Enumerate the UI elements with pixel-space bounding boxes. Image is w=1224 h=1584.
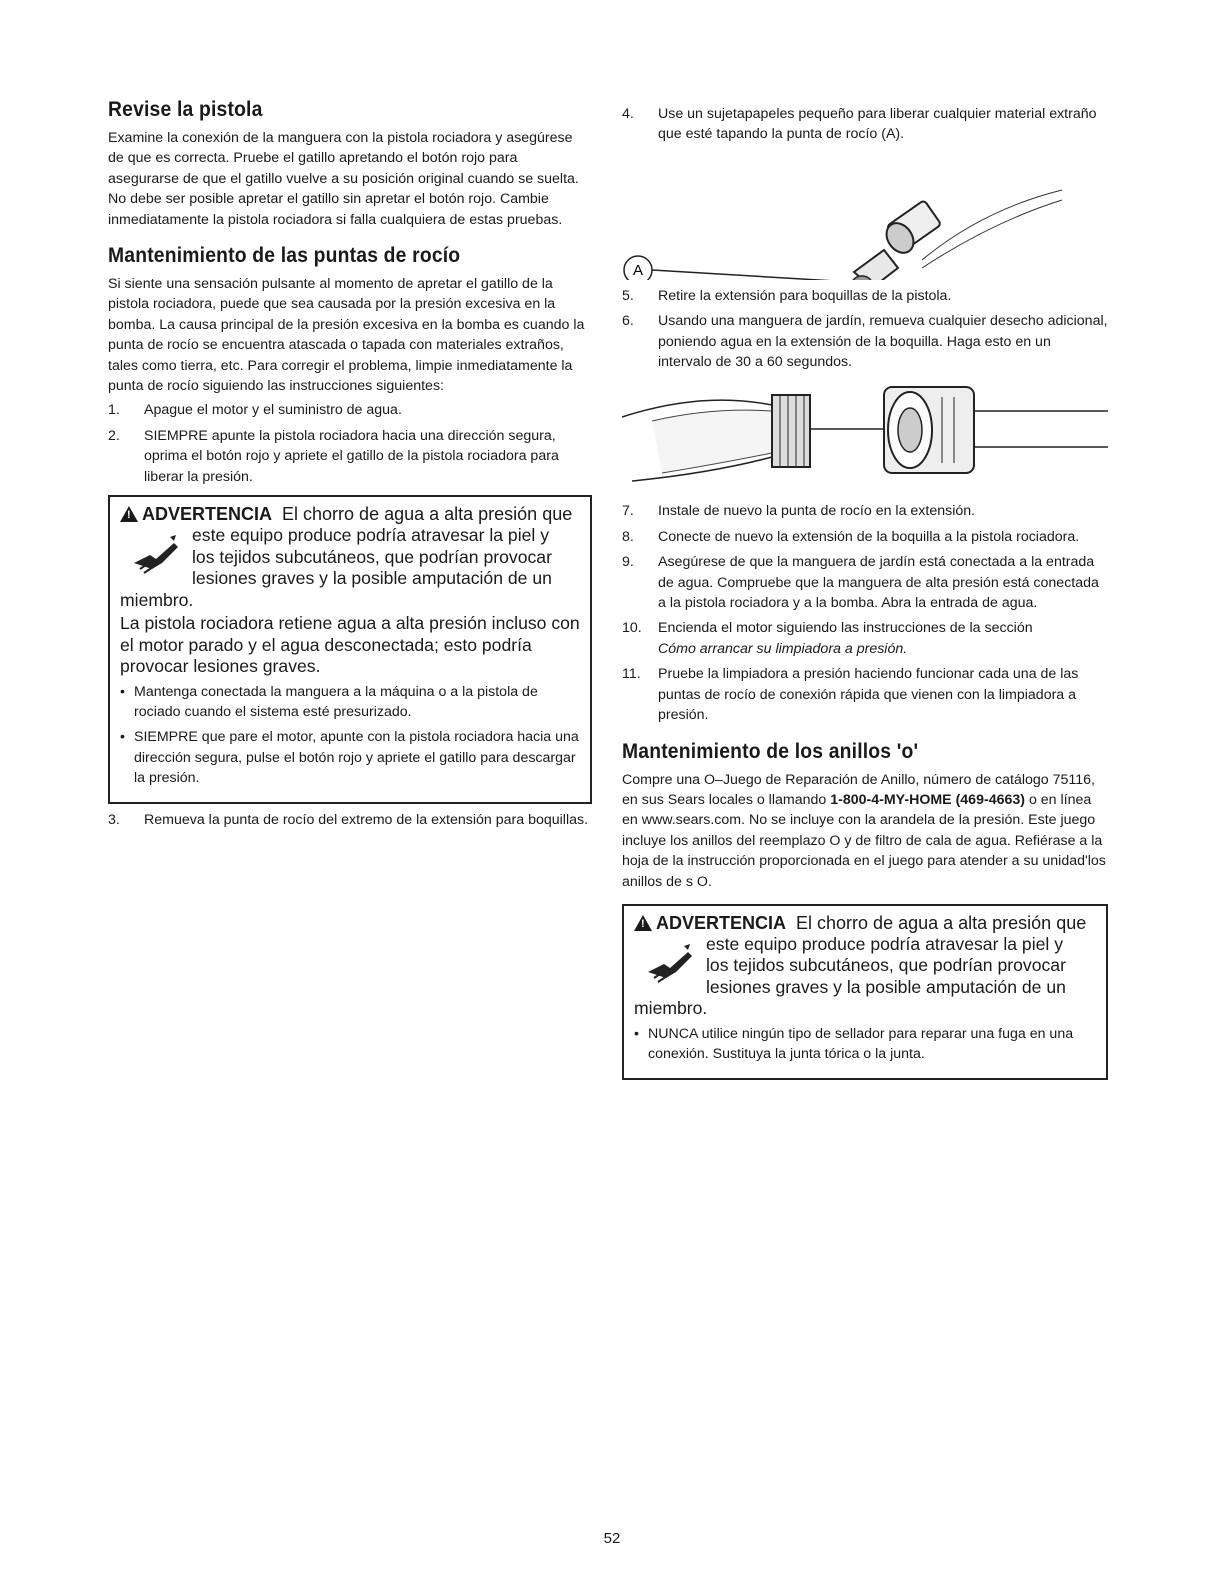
warning-box (108, 495, 592, 804)
list-item: 7. Instale de nuevo la punta de rocío en la extensión. (622, 503, 976, 520)
warning-line: este equipo produce podría atravesar la piel y (192, 525, 549, 546)
nozzle-tip-figure (622, 150, 1108, 280)
list-item: • NUNCA utilice ningún tipo de sellador para reparar una fuga en una conexión. Sustituya la junta tórica o la junta. (634, 1024, 1098, 1065)
warning-box-anillos (622, 904, 1108, 1080)
puntas-steps (108, 400, 592, 487)
sears-link[interactable]: www.sears.com (641, 812, 742, 829)
warning-extra: La pistola rociadora retiene agua a alta presión incluso con el motor parado y el agua desconectada; esto podría provocar lesiones graves. (120, 613, 580, 677)
steps-5-6 (622, 286, 1108, 373)
hand-injection-hazard-icon (644, 942, 700, 984)
section-title-anillos: Mantenimiento de los anillos 'o' (622, 739, 919, 763)
pistola-body: Examine la conexión de la manguera con la pistola rociadora y asegúrese de que es correcta. Pruebe el gatillo apretando el botón rojo para asegurarse de que el gatillo vuelve a su posición original cuando se suelta. No debe ser posible apretar el gatillo sin apretar el botón rojo. Cambie inmediatamente la pistola rociadora si falla cualquiera de estas pruebas. (108, 130, 579, 228)
list-item: 4. Use un sujetapapeles pequeño para liberar cualquier material extraño que esté tapando la punta de rocío (A). (622, 106, 1097, 143)
warning-bullets (120, 682, 582, 789)
list-item: 8. Conecte de nuevo la extensión de la boquilla a la pistola rociadora. (622, 528, 1080, 545)
warning-heading: !ADVERTENCIA El chorro de agua a alta presión que (120, 503, 582, 525)
step-4 (622, 104, 1108, 145)
hand-injection-hazard-icon (130, 533, 186, 575)
anillos-body: Compre una O–Juego de Reparación de Anillo, número de catálogo 75116, en sus Sears locales o llamando 1-800-4-MY-HOME (469-4663) o en línea en www.sears.com. No se incluye con la arandela de la presión. Este juego incluye los anillos del reemplazo O y de filtro de cala de agua. Refiérase a la hoja de la instrucción proporcionada en el juego para atender a su unidad'los anillos de s O. (622, 771, 1106, 890)
steps-7-11 (622, 501, 1108, 725)
list-item: 1. Apague el motor y el suministro de agua. (108, 402, 402, 419)
puntas-step-3 (108, 810, 592, 830)
list-item: 10. Encienda el motor siguiendo las instrucciones de la sección Cómo arrancar su limpiadora a presión. (622, 620, 1033, 657)
warning-line: lesiones graves y la posible amputación de un (192, 568, 552, 589)
section-title-puntas: Mantenimiento de las puntas de rocío (108, 244, 461, 268)
section-title-pistola: Revise la pistola (108, 98, 263, 121)
list-item: 6. Usando una manguera de jardín, remueva cualquier desecho adicional, poniendo agua en la extensión de la boquilla. Haga esto en un intervalo de 30 a 60 segundos. (622, 313, 1108, 371)
warning-triangle-icon (120, 506, 138, 522)
page-number: 52 (603, 1530, 621, 1547)
warning-bullets (634, 1024, 1098, 1065)
warning-line: lesiones graves y la posible amputación de un (706, 976, 1066, 997)
warning-line: este equipo produce podría atravesar la piel y (706, 933, 1063, 954)
figure-callout-a: A (632, 261, 644, 279)
list-item: • Mantenga conectada la manguera a la máquina o a la pistola de rociado cuando el sistema esté presurizado. (120, 682, 582, 723)
warning-triangle-icon (634, 915, 652, 931)
warning-line: miembro. (634, 998, 708, 1019)
list-item: 11. Pruebe la limpiadora a presión haciendo funcionar cada una de las puntas de rocío de conexión rápida que vienen con la limpiadora a presión. (622, 666, 1079, 724)
garden-hose-figure (622, 377, 1108, 495)
list-item: 3. Remueva la punta de rocío del extremo de la extensión para boquillas. (108, 811, 589, 828)
warning-line: los tejidos subcutáneos, que podrían provocar (192, 546, 552, 567)
list-item: 2. SIEMPRE apunte la pistola rociadora hacia una dirección segura, oprima el botón rojo y apriete el gatillo de la pistola rociadora para liberar la presión. (108, 427, 559, 485)
list-item: 5. Retire la extensión para boquillas de la pistola. (622, 287, 952, 304)
list-item: • SIEMPRE que pare el motor, apunte con la pistola rociadora hacia una dirección segura, pulse el botón rojo y apriete el gatillo para descargar la presión. (120, 727, 582, 788)
right-column (622, 104, 1108, 1086)
puntas-body: Si siente una sensación pulsante al momento de apretar el gatillo de la pistola rociadora, puede que sea causada por la presión excesiva en la bomba. La causa principal de la presión excesiva en la bomba es cuando la punta de rocío se encuentra atascada o tapada con materiales extraños, tales como tierra, etc. Para corregir el problema, limpie inmediatamente la punta de rocío siguiendo las instrucciones siguientes: (108, 276, 585, 395)
warning-line: los tejidos subcutáneos, que podrían provocar (706, 955, 1066, 976)
warning-heading: !ADVERTENCIA El chorro de agua a alta presión que (634, 912, 1098, 934)
warning-line: miembro. (120, 589, 194, 610)
phone-number: 1-800-4-MY-HOME (469-4663) (830, 791, 1025, 808)
list-item: 9. Asegúrese de que la manguera de jardín está conectada a la entrada de agua. Compruebe que la manguera de alta presión está conectada a la pistola rociadora y a la bomba. Abra la entrada de agua. (622, 554, 1099, 612)
left-column (108, 98, 592, 835)
